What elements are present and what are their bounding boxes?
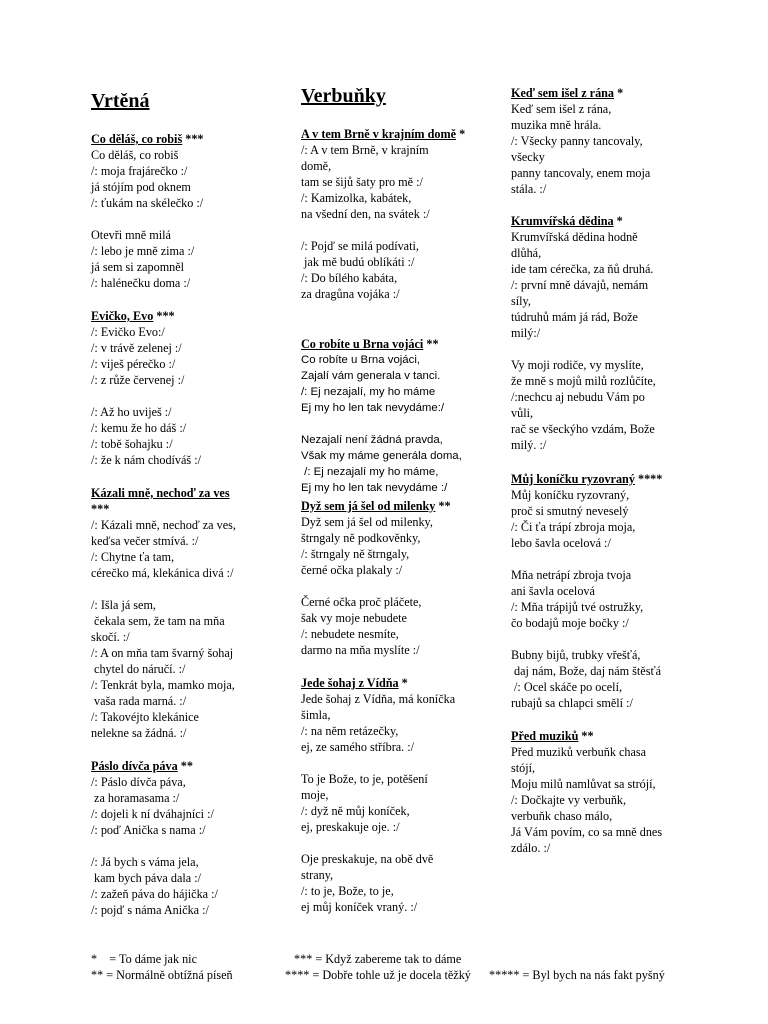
lyric-line: /: A v tem Brně, v krajním — [301, 143, 429, 157]
lyric-line: jak mě budú oblíkáti :/ — [301, 255, 415, 269]
stanza-gap — [91, 838, 286, 854]
lyric-line: Zajalí vám generala v tanci. — [301, 370, 441, 382]
song-title: Páslo dívča páva ** — [91, 759, 193, 773]
lyric-line: Však my máme generála doma, — [301, 450, 462, 462]
lyric-line: /: Kázali mně, nechoď za ves, — [91, 518, 236, 532]
stanza-gap — [91, 211, 286, 227]
song-title: Co robíte u Brna vojáci ** — [301, 337, 439, 351]
lyric-line: /: dyž ně můj koníček, — [301, 804, 410, 818]
lyric-line: Bubny bijů, trubky vřešťá, — [511, 648, 641, 662]
lyric-line: /: v trávě zelenej :/ — [91, 341, 182, 355]
lyric-line: /: Chytne ťa tam, — [91, 550, 175, 564]
lyric-line: nelekne sa žádná. :/ — [91, 726, 187, 740]
lyric-line: vůli, — [511, 406, 534, 420]
lyric-line: daj nám, Bože, daj nám štěsťá — [511, 664, 662, 678]
lyric-line: moje, — [301, 788, 329, 802]
lyric-line: dlůhá, — [511, 246, 542, 260]
lyric-line: Já Vám povím, co sa mně dnes — [511, 825, 663, 839]
lyric-line: /: ťukám na skélečko :/ — [91, 196, 204, 210]
lyric-line: /: Až ho uviješ :/ — [91, 405, 172, 419]
lyric-line: Černé očka proč pláčete, — [301, 595, 422, 609]
lyric-line: /: první mně dávajů, nemám — [511, 278, 649, 292]
lyric-line: Ej my ho len tak nevydáme :/ — [301, 482, 448, 494]
lyric-line: /: Já bych s váma jela, — [91, 855, 199, 869]
stanza-gap — [91, 581, 286, 597]
song-title: Co děláš, co robiš *** — [91, 132, 204, 146]
lyric-line: /: Tenkrát byla, mamko moja, — [91, 678, 235, 692]
lyric-line: strany, — [301, 868, 334, 882]
lyric-line: rač se všeckýho vzdám, Bože — [511, 422, 655, 436]
lyric-line: Můj koníčku ryzovraný, — [511, 488, 630, 502]
lyric-line: /: A on mňa tam švarný šohaj — [91, 646, 234, 660]
legend-four-star: **** = Dobře tohle už je docela těžký — [285, 968, 471, 982]
lyric-line: skočí. :/ — [91, 630, 130, 644]
lyric-line: černé očka plakaly :/ — [301, 563, 403, 577]
lyric-line: já stójím pod oknem — [91, 180, 191, 194]
lyric-line: /: štrngaly ně štrngaly, — [301, 547, 410, 561]
lyric-line: šak vy moje nebudete — [301, 611, 407, 625]
lyric-line: /: Všecky panny tancovaly, — [511, 134, 643, 148]
lyric-line: ani šavla ocelová — [511, 584, 595, 598]
lyric-line: štrngaly ně podkověnky, — [301, 531, 421, 545]
song-ked-sem-isel — [511, 85, 711, 197]
lyric-line: vaša rada marná. :/ — [91, 694, 187, 708]
song-title: Kázali mně, nechoď za ves — [91, 486, 230, 500]
lyric-line: To je Bože, to je, potěšení — [301, 772, 428, 786]
lyric-line: Keď sem išel z rána, — [511, 102, 612, 116]
lyric-line: Krumvířská dědina hodně — [511, 230, 638, 244]
section-title-vrtena: Vrtěná — [91, 90, 150, 112]
song-kazali-mne — [91, 485, 286, 741]
lyric-line: keďsa večer stmívá. :/ — [91, 534, 199, 548]
lyric-line: panny tancovaly, enem moja — [511, 166, 651, 180]
lyric-line: /: Páslo dívča páva, — [91, 775, 186, 789]
lyric-line: domě, — [301, 159, 332, 173]
lyric-line: Otevři mně milá — [91, 228, 171, 242]
stanza-gap — [301, 222, 501, 238]
lyric-line: ide tam cérečka, za ňů druhá. — [511, 262, 654, 276]
lyric-line: /: moja frajárečko :/ — [91, 164, 188, 178]
legend-two-star: ** = Normálně obtížná píseň — [91, 968, 233, 982]
lyric-line: Oje preskakuje, na obě dvě — [301, 852, 434, 866]
lyric-line: zdálo. :/ — [511, 841, 551, 855]
lyric-line: Vy moji rodiče, vy myslíte, — [511, 358, 644, 372]
lyric-line: Mňa netrápí zbroja tvoja — [511, 568, 632, 582]
lyric-line: /: pojď s náma Anička :/ — [91, 903, 209, 917]
lyric-line: ej, preskakuje oje. :/ — [301, 820, 400, 834]
lyric-line: túdruhů mám já rád, Bože — [511, 310, 638, 324]
lyric-line: /: Pojď se milá podívati, — [301, 239, 419, 253]
lyric-line: já sem si zapomněl — [91, 260, 185, 274]
legend-one-star: * = To dáme jak nic — [91, 952, 197, 966]
lyric-line: /: halénečku doma :/ — [91, 276, 191, 290]
lyric-line: čo bodajů moje bočky :/ — [511, 616, 629, 630]
lyric-line: Co děláš, co robiš — [91, 148, 179, 162]
lyric-line: Nezajalí není žádná pravda, — [301, 434, 443, 446]
lyric-line: milý:/ — [511, 326, 541, 340]
lyric-line: /: Do bílého kabáta, — [301, 271, 398, 285]
lyric-line: ej můj koníček vraný. :/ — [301, 900, 418, 914]
stanza-gap — [91, 388, 286, 404]
lyric-line: síly, — [511, 294, 531, 308]
lyric-line: /: Dočkajte vy verbuňk, — [511, 793, 627, 807]
lyric-line: chytel do náručí. :/ — [91, 662, 186, 676]
song-co-delas — [91, 131, 286, 291]
lyric-line: Ej my ho len tak nevydáme:/ — [301, 402, 445, 414]
lyric-line: /:nechcu aj nebudu Vám po — [511, 390, 645, 404]
lyric-line: /: Či ťa trápí zbroja moja, — [511, 520, 636, 534]
stanza-gap — [511, 631, 711, 647]
lyric-line: /: viješ pérečko :/ — [91, 357, 176, 371]
stanza-gap — [301, 755, 501, 771]
lyric-line: /: kemu že ho dáš :/ — [91, 421, 187, 435]
lyric-line: /: tobě šohajku :/ — [91, 437, 173, 451]
song-evicko-evo — [91, 308, 286, 468]
lyric-line: šimla, — [301, 708, 331, 722]
song-muj-konicku — [511, 471, 711, 711]
song-jede-sohaj — [301, 675, 501, 915]
lyric-line: Moju milů namlůvat sa strójí, — [511, 777, 656, 791]
lyric-line: kam bych páva dala :/ — [91, 871, 201, 885]
lyric-line: /: zažeň páva do hájička :/ — [91, 887, 218, 901]
section-title-verbunky: Verbuňky — [301, 85, 386, 107]
lyric-line: verbuňk chaso málo, — [511, 809, 613, 823]
stanza-gap — [301, 416, 501, 432]
lyric-line: /: na něm retázečky, — [301, 724, 399, 738]
lyric-line: Co robíte u Brna vojáci, — [301, 354, 421, 366]
song-dyz-sem-ja-sel — [301, 498, 501, 658]
song-title: Krumvířská dědina * — [511, 214, 623, 228]
lyric-line: muzika mně hrála. — [511, 118, 602, 132]
song-paslo-divca — [91, 758, 286, 918]
legend-five-star: ***** = Byl bych na nás fakt pyšný — [489, 968, 665, 982]
stanza-gap — [511, 551, 711, 567]
lyric-line: na všední den, na svátek :/ — [301, 207, 430, 221]
lyric-line: darmo na mňa myslíte :/ — [301, 643, 420, 657]
lyric-line: čekala sem, že tam na mňa — [91, 614, 225, 628]
lyric-line: lebo šavla ocelová :/ — [511, 536, 611, 550]
legend-three-star: *** = Když zabereme tak to dáme — [294, 952, 462, 966]
lyric-line: stála. :/ — [511, 182, 547, 196]
lyric-line: /: dojeli k ní dváhajníci :/ — [91, 807, 214, 821]
lyric-line: /: Kamizolka, kabátek, — [301, 191, 412, 205]
song-co-robite-u-brna — [301, 336, 501, 496]
lyric-line: proč si smutný neveselý — [511, 504, 629, 518]
song-title: Před muziků ** — [511, 729, 594, 743]
lyric-line: Jede šohaj z Vídňa, má koníčka — [301, 692, 456, 706]
lyric-line: Před muziků verbuňk chasa — [511, 745, 647, 759]
lyric-line: cérečko má, klekánica divá :/ — [91, 566, 234, 580]
song-title: Dyž sem já šel od milenky ** — [301, 499, 451, 513]
song-stars: *** — [91, 502, 110, 516]
song-title: A v tem Brně v krajním domě * — [301, 127, 466, 141]
lyric-line: /: Ej nezajalí, my ho máme — [301, 386, 436, 398]
difficulty-legend — [91, 951, 711, 983]
lyric-line: /: Mňa trápijů tvé ostružky, — [511, 600, 644, 614]
stanza-gap — [511, 341, 711, 357]
lyric-line: /: Ocel skáče po ocelí, — [511, 680, 622, 694]
lyric-line: tam se šijů šaty pro mě :/ — [301, 175, 423, 189]
lyric-line: /: Išla já sem, — [91, 598, 156, 612]
lyric-line: /: Evičko Evo:/ — [91, 325, 165, 339]
lyric-line: /: poď Anička s nama :/ — [91, 823, 206, 837]
lyric-line: /: to je, Bože, to je, — [301, 884, 394, 898]
song-title: Jede šohaj z Vídňa * — [301, 676, 408, 690]
lyric-line: rubajů sa chlapci smělí :/ — [511, 696, 633, 710]
song-title: Evičko, Evo *** — [91, 309, 175, 323]
lyric-line: Dyž sem já šel od milenky, — [301, 515, 433, 529]
song-title: Keď sem išel z rána * — [511, 86, 624, 100]
lyric-line: /: že k nám chodíváš :/ — [91, 453, 201, 467]
lyric-line: ej, ze samého stříbra. :/ — [301, 740, 415, 754]
lyric-line: /: nebudete nesmíte, — [301, 627, 399, 641]
song-pred-muziku — [511, 728, 711, 856]
stanza-gap — [301, 578, 501, 594]
song-krumvirska-dedina — [511, 213, 711, 453]
lyric-line: /: Takovéjto klekánice — [91, 710, 199, 724]
lyric-line: /: z růže červenej :/ — [91, 373, 185, 387]
lyric-line: za dragůna vojáka :/ — [301, 287, 400, 301]
song-a-v-tem-brne — [301, 126, 501, 302]
lyric-line: za horamasama :/ — [91, 791, 180, 805]
lyric-line: všecky — [511, 150, 545, 164]
lyric-line: stójí, — [511, 761, 536, 775]
lyric-line: milý. :/ — [511, 438, 547, 452]
song-title: Můj koníčku ryzovraný **** — [511, 472, 663, 486]
lyric-line: /: Ej nezajalí my ho máme, — [301, 466, 439, 478]
stanza-gap — [301, 835, 501, 851]
lyric-line: /: lebo je mně zima :/ — [91, 244, 195, 258]
lyric-line: že mně s mojů milů rozlůčíte, — [511, 374, 656, 388]
